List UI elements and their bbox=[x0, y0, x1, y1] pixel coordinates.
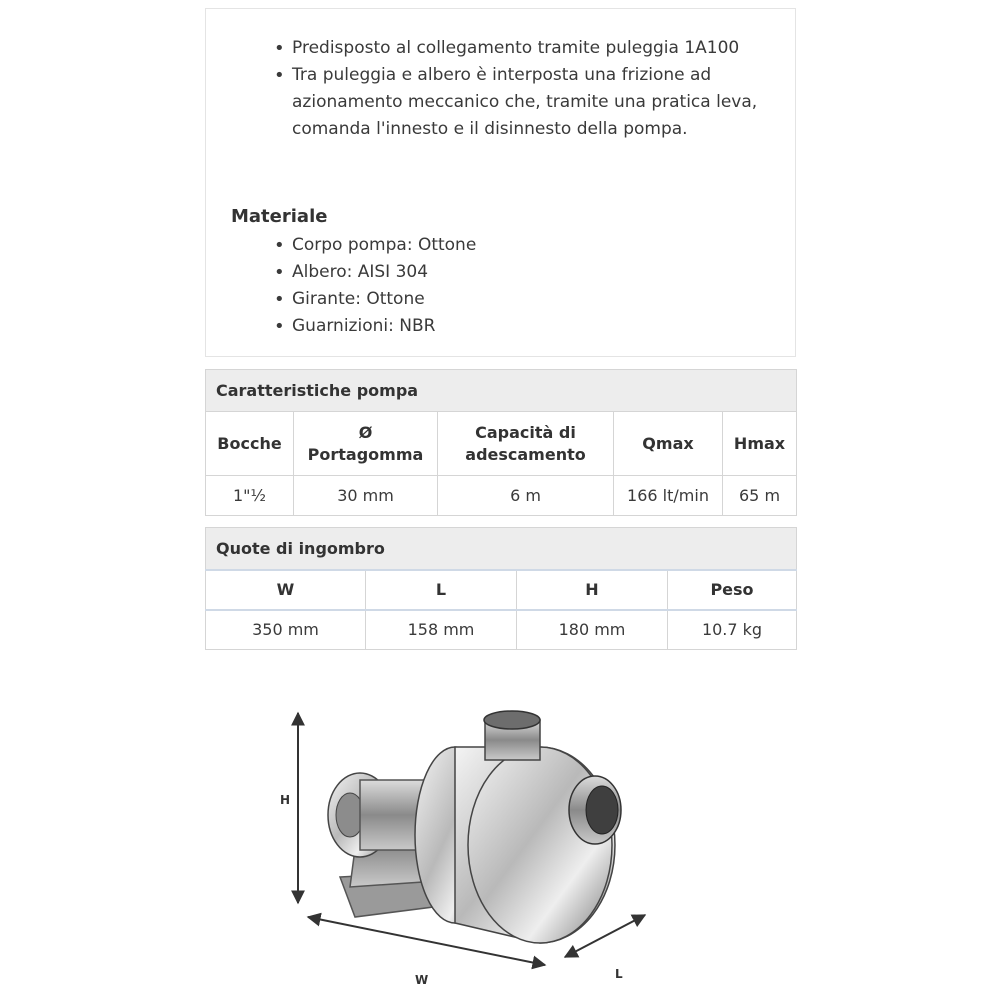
header-hmax: Hmax bbox=[723, 412, 797, 476]
cell-portagomma: 30 mm bbox=[294, 476, 438, 516]
header-adescamento: Capacità di adescamento bbox=[438, 412, 614, 476]
pump-illustration bbox=[328, 711, 621, 943]
cell-adescamento: 6 m bbox=[438, 476, 614, 516]
header-bocche: Bocche bbox=[206, 412, 294, 476]
cell-w: 350 mm bbox=[206, 610, 366, 650]
dimensions-table bbox=[205, 527, 797, 650]
label-w: W bbox=[415, 973, 429, 987]
header-peso: Peso bbox=[668, 570, 797, 610]
material-item: • Corpo pompa: Ottone bbox=[274, 232, 774, 259]
materials-list bbox=[274, 232, 774, 340]
materials-heading: Materiale bbox=[231, 206, 328, 227]
label-l: L bbox=[615, 967, 623, 981]
pump-dimension-diagram bbox=[210, 665, 730, 990]
cell-bocche: 1"½ bbox=[206, 476, 294, 516]
feature-list bbox=[274, 35, 774, 143]
feature-item: • Predisposto al collegamento tramite puleggia 1A100 bbox=[274, 35, 774, 62]
label-h: H bbox=[280, 793, 291, 807]
dimensions-table-title: Quote di ingombro bbox=[206, 528, 797, 570]
material-item: • Guarnizioni: NBR bbox=[274, 313, 774, 340]
cell-qmax: 166 lt/min bbox=[614, 476, 723, 516]
material-item: • Girante: Ottone bbox=[274, 286, 774, 313]
pump-table-title: Caratteristiche pompa bbox=[206, 370, 797, 412]
cell-h: 180 mm bbox=[517, 610, 668, 650]
header-qmax: Qmax bbox=[614, 412, 723, 476]
cell-hmax: 65 m bbox=[723, 476, 797, 516]
description-box bbox=[205, 8, 796, 357]
pump-characteristics-table bbox=[205, 369, 797, 516]
cell-l: 158 mm bbox=[366, 610, 517, 650]
material-item: • Albero: AISI 304 bbox=[274, 259, 774, 286]
cell-peso: 10.7 kg bbox=[668, 610, 797, 650]
header-l: L bbox=[366, 570, 517, 610]
feature-item: • Tra puleggia e albero è interposta una frizione ad azionamento meccanico che, tramite una pratica leva, comanda l'innesto e il disinnesto della pompa. bbox=[274, 62, 774, 143]
header-portagomma: Ø Portagomma bbox=[294, 412, 438, 476]
header-h: H bbox=[517, 570, 668, 610]
header-w: W bbox=[206, 570, 366, 610]
